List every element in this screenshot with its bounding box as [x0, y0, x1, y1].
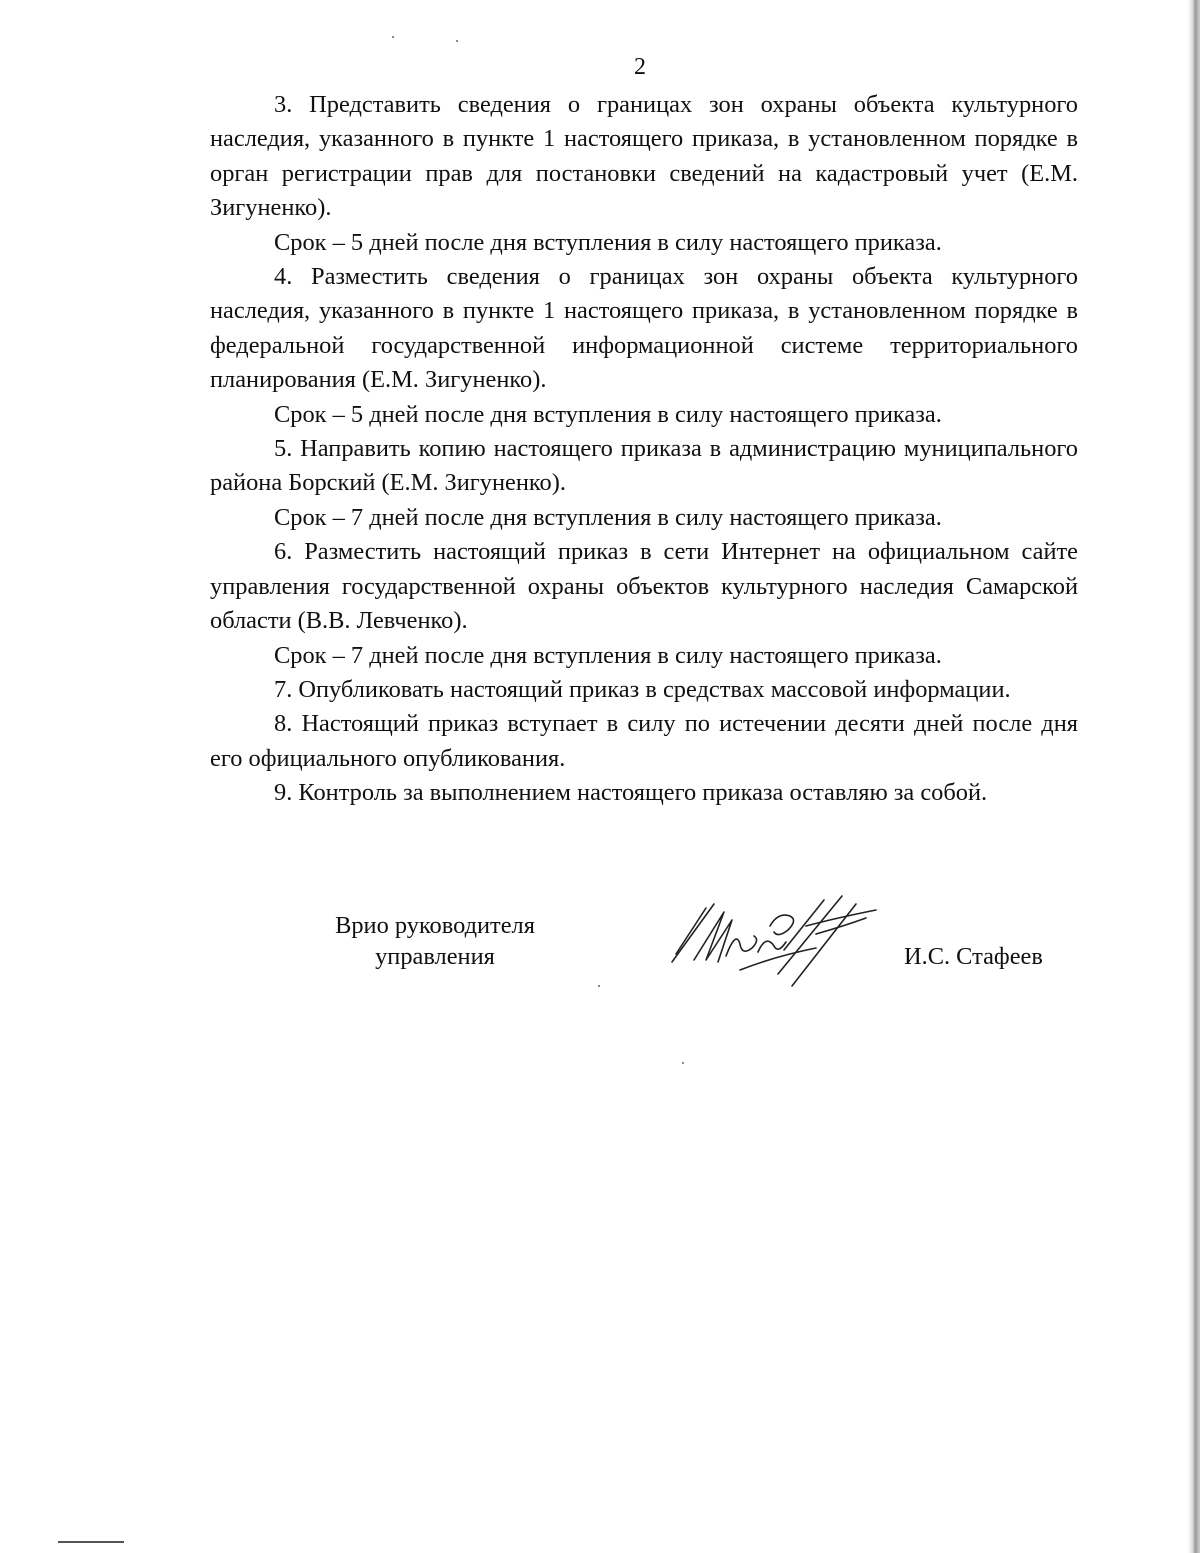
- paragraph-item-4: 4. Разместить сведения о границах зон охраны объекта культурного наследия, указанного в пункте 1 настоящего приказа, в установленном порядке в федеральной государственной информационной системе территориального планирования (Е.М. Зигуненко).: [210, 263, 1078, 394]
- order-body: [210, 88, 1078, 811]
- scan-edge-mark: [58, 1541, 124, 1543]
- scan-speck: [456, 40, 458, 42]
- signature-block: [0, 906, 1200, 1026]
- paragraph-item-3: 3. Представить сведения о границах зон охраны объекта культурного наследия, указанного в пункте 1 настоящего приказа, в установленном порядке в орган регистрации прав для постановки сведений на кадастровый учет (Е.М. Зигуненко).: [210, 91, 1078, 222]
- scan-speck: [598, 985, 600, 987]
- scan-speck: [682, 1062, 684, 1064]
- deadline-item-4: Срок – 5 дней после дня вступления в силу настоящего приказа.: [274, 400, 942, 428]
- signatory-position-line1: Врио руководителя: [335, 912, 535, 939]
- paragraph-item-6: 6. Разместить настоящий приказ в сети Интернет на официальном сайте управления государственной охраны объектов культурного наследия Самарской области (В.В. Левченко).: [210, 538, 1078, 635]
- signatory-name: И.С. Стафеев: [904, 943, 1043, 970]
- paragraph-item-9: 9. Контроль за выполнением настоящего приказа оставляю за собой.: [274, 779, 988, 807]
- deadline-item-6: Срок – 7 дней после дня вступления в силу настоящего приказа.: [274, 641, 942, 669]
- paragraph-item-7: 7. Опубликовать настоящий приказ в средствах массовой информации.: [274, 675, 1011, 703]
- page-number: 2: [634, 54, 646, 80]
- signatory-position: [326, 910, 544, 972]
- deadline-item-5: Срок – 7 дней после дня вступления в силу настоящего приказа.: [274, 503, 942, 531]
- scan-speck: [392, 36, 394, 38]
- handwritten-signature: [666, 890, 886, 1002]
- paragraph-item-8: 8. Настоящий приказ вступает в силу по истечении десяти дней после дня его официального опубликования.: [210, 710, 1078, 772]
- deadline-item-3: Срок – 5 дней после дня вступления в силу настоящего приказа.: [274, 228, 942, 256]
- paragraph-item-5: 5. Направить копию настоящего приказа в администрацию муниципального района Борский (Е.М. Зигуненко).: [210, 435, 1078, 497]
- signatory-position-line2: управления: [375, 943, 495, 970]
- scan-page-edge: [1188, 0, 1200, 1553]
